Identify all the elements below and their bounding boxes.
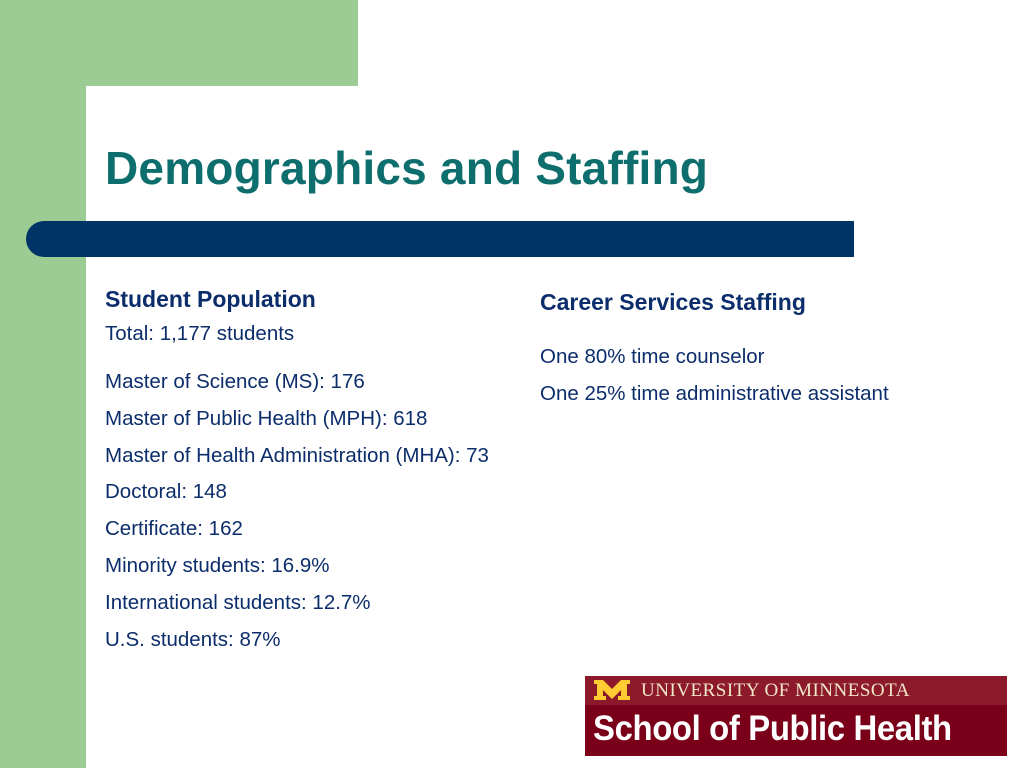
list-item: U.S. students: 87%: [105, 627, 281, 651]
list-item: Minority students: 16.9%: [105, 553, 330, 577]
slide-title: Demographics and Staffing: [105, 142, 709, 194]
logo-school-name: School of Public Health: [593, 709, 952, 748]
side-decoration: [0, 0, 86, 768]
student-population-heading: Student Population: [105, 286, 316, 312]
staffing-list: [540, 344, 1010, 418]
block-m-icon: [593, 679, 631, 701]
student-breakdown-list: [105, 369, 605, 663]
list-item: One 80% time counselor: [540, 345, 765, 368]
title-underline-bar: [26, 221, 854, 257]
student-population-section: [105, 286, 605, 663]
career-services-section: [540, 289, 1010, 418]
list-item: Master of Health Administration (MHA): 73: [105, 443, 489, 467]
university-logo: [585, 676, 1007, 756]
list-item: International students: 12.7%: [105, 590, 371, 614]
top-decoration: [0, 0, 358, 86]
list-item: Doctoral: 148: [105, 480, 227, 504]
logo-university-name: UNIVERSITY OF MINNESOTA: [641, 680, 910, 701]
list-item: Certificate: 162: [105, 517, 243, 541]
list-item: Master of Public Health (MPH): 618: [105, 406, 428, 430]
total-students: Total: 1,177 students: [105, 322, 295, 345]
list-item: Master of Science (MS): 176: [105, 370, 365, 393]
career-services-heading: Career Services Staffing: [540, 289, 806, 315]
list-item: One 25% time administrative assistant: [540, 382, 889, 405]
